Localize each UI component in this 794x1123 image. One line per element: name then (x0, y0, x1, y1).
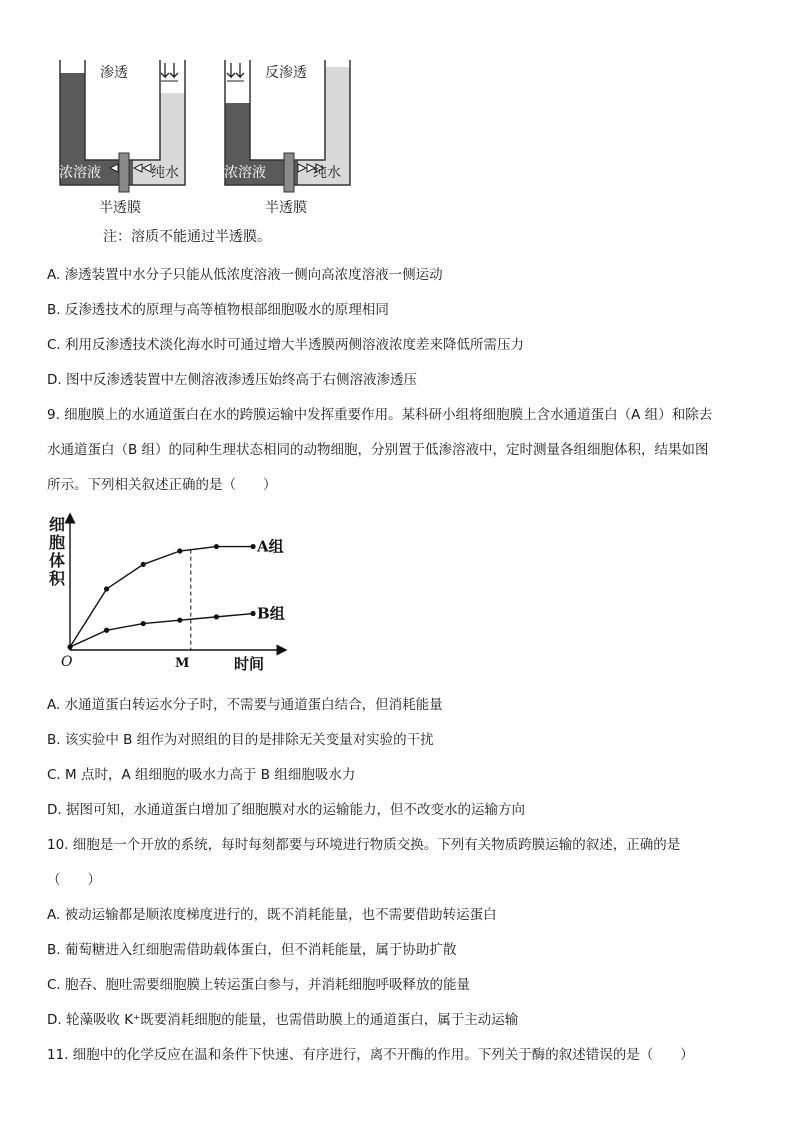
q8-option-d: D. 图中反渗透装置中左侧溶液渗透压始终高于右侧溶液渗透压 (47, 372, 417, 388)
osmosis-conc-label: 浓溶液 (59, 165, 101, 181)
data-point-a-3 (177, 548, 182, 553)
q10-stem-line-2: （ ） (47, 872, 101, 888)
q10-option-a: A. 被动运输都是顺浓度梯度进行的，既不消耗能量，也不需要借助转运蛋白 (47, 907, 497, 923)
q10-option-d: D. 轮藻吸收 K⁺既要消耗细胞的能量，也需借助膜上的通道蛋白，属于主动运输 (47, 1012, 519, 1028)
figure-note: 注：溶质不能通过半透膜。 (103, 229, 271, 245)
reverse-osmosis-title: 反渗透 (265, 65, 307, 81)
q9-option-c: C. M 点时，A 组细胞的吸水力高于 B 组细胞吸水力 (47, 767, 356, 783)
q11-stem-line-1: 11. 细胞中的化学反应在温和条件下快速、有序进行，离不开酶的作用。下列关于酶的叙述错误的是（ ） (47, 1047, 694, 1063)
q8-option-b: B. 反渗透技术的原理与高等植物根部细胞吸水的原理相同 (47, 302, 389, 318)
q9-option-d: D. 据图可知，水通道蛋白增加了细胞膜对水的运输能力，但不改变水的运输方向 (47, 802, 525, 818)
data-point-a-4 (214, 544, 219, 549)
reverse-osmosis-conc-label: 浓溶液 (224, 165, 266, 181)
x-axis-label: 时间 (234, 655, 265, 673)
data-point-b-1 (104, 628, 109, 633)
q10-option-b: B. 葡萄糖进入红细胞需借助载体蛋白，但不消耗能量，属于协助扩散 (47, 942, 457, 958)
reverse-osmosis-pure-label: 纯水 (313, 165, 341, 181)
origin-label: O (61, 654, 73, 670)
data-point-a-2 (141, 562, 146, 567)
data-point-b-5 (250, 611, 255, 616)
cell-volume-chart (50, 510, 290, 680)
q9-stem-line-1: 9. 细胞膜上的水通道蛋白在水的跨膜运输中发挥重要作用。某科研小组将细胞膜上含水通道蛋白（A 组）和除去 (47, 407, 713, 423)
osmosis-pure-label: 纯水 (151, 165, 179, 181)
series-line-a (70, 547, 253, 647)
m-tick-label: M (175, 656, 190, 671)
q8-option-c: C. 利用反渗透技术淡化海水时可通过增大半透膜两侧溶液浓度差来降低所需压力 (47, 337, 525, 353)
q9-option-a: A. 水通道蛋白转运水分子时，不需要与通道蛋白结合，但消耗能量 (47, 697, 443, 713)
data-point-b-3 (177, 618, 182, 623)
osmosis-membrane-label: 半透膜 (99, 200, 141, 216)
osmosis-title: 渗透 (100, 65, 128, 81)
series-label-a: A组 (257, 537, 284, 556)
q10-stem-line-1: 10. 细胞是一个开放的系统，每时每刻都要与环境进行物质交换。下列有关物质跨膜运输的叙述，正确的是 (47, 837, 681, 853)
series-line-b (70, 614, 253, 647)
q9-stem-line-3: 所示。下列相关叙述正确的是（ ） (47, 477, 277, 493)
data-point-b-4 (214, 614, 219, 619)
series-label-b: B组 (257, 604, 285, 623)
data-point-origin (67, 644, 72, 649)
data-point-b-2 (141, 621, 146, 626)
q9-stem-line-2: 水通道蛋白（B 组）的同种生理状态相同的动物细胞，分别置于低渗溶液中，定时测量各组细胞体积，结果如图 (47, 442, 709, 458)
data-point-a-1 (104, 586, 109, 591)
data-point-a-5 (250, 544, 255, 549)
q10-option-c: C. 胞吞、胞吐需要细胞膜上转运蛋白参与，并消耗细胞呼吸释放的能量 (47, 977, 471, 993)
osmosis-figure (55, 55, 365, 220)
q8-option-a: A. 渗透装置中水分子只能从低浓度溶液一侧向高浓度溶液一侧运动 (47, 267, 443, 283)
reverse-osmosis-membrane-label: 半透膜 (265, 200, 307, 216)
y-axis-label: 细胞体积 (49, 515, 66, 588)
q9-option-b: B. 该实验中 B 组作为对照组的目的是排除无关变量对实验的干扰 (47, 732, 434, 748)
